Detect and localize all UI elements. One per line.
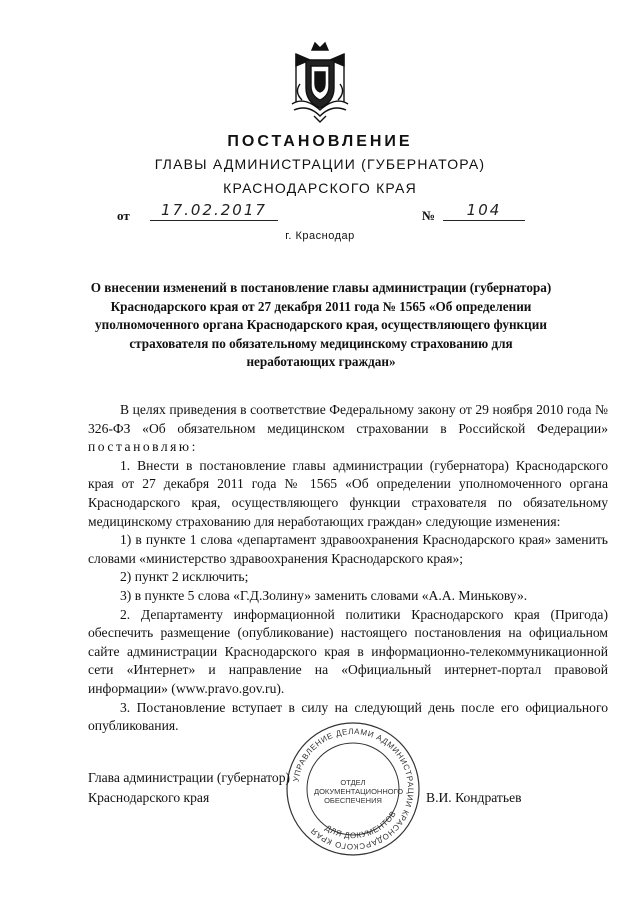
stamp-center-line-2: ДОКУМЕНТАЦИОННОГО xyxy=(314,787,404,796)
preamble-paragraph xyxy=(88,401,608,457)
stamp-center-line-1: ОТДЕЛ xyxy=(340,778,366,787)
document-title: ПОСТАНОВЛЕНИЕ xyxy=(227,133,413,150)
signatory-position-line-2: Краснодарского края xyxy=(88,790,210,805)
clause-1: 1. Внести в постановление главы администрации (губернатора) Краснодарского края от 27 декабря 2011 года № 1565 «Об определении уполномоченного органа Краснодарского края, осуществляющего функции страхователя по обязательному медицинскому страхованию для неработающих граждан» следующие изменения: xyxy=(88,457,608,529)
clause-1-subitem-1: 1) в пункте 1 слова «департамент здравоохранения Краснодарского края» заменить словами «министерство здравоохранения Краснодарского края»; xyxy=(88,532,608,566)
signatory-position xyxy=(88,768,290,808)
stamp-center-line-3: ОБЕСПЕЧЕНИЯ xyxy=(324,796,382,805)
clause-2: 2. Департаменту информационной политики Краснодарского края (Пригода) обеспечить размещение (опубликование) настоящего постановления на официальном сайте администрации Краснодарского края в информационно-телекоммуникационной сети «Интернет» и направление на «Официальный интернет-портал правовой информации» (www.pravo.gov.ru). xyxy=(88,606,608,696)
date-value-handwritten: 17.02.2017 xyxy=(150,201,278,221)
city-label: г. Краснодар xyxy=(285,230,355,242)
document-subject: О внесении изменений в постановление главы администрации (губернатора) Краснодарского края от 27 декабря 2011 года № 1565 «Об определении уполномоченного органа Краснодарского края, осуществляющего функции страхователя по обязательному медицинскому страхованию для неработающих граждан» xyxy=(90,280,552,369)
document-body xyxy=(88,401,608,736)
preamble-text: В целях приведения в соответствие Федеральному закону от 29 ноября 2010 года № 326-ФЗ «Об обязательном медицинском страховании в Российской Федерации» xyxy=(88,402,608,436)
resolve-word: постановляю: xyxy=(88,439,198,455)
clause-1-subitem-3: 3) в пункте 5 слова «Г.Д.Золину» заменить словами «А.А. Минькову». xyxy=(120,587,528,603)
issuer-line-1: ГЛАВЫ АДМИНИСТРАЦИИ (ГУБЕРНАТОРА) xyxy=(154,156,486,172)
stamp-bottom-text: ДЛЯ ДОКУМЕНТОВ xyxy=(323,809,399,841)
coat-of-arms-emblem xyxy=(284,40,356,124)
stamp-center-text xyxy=(314,778,404,805)
date-label: от xyxy=(117,208,130,223)
number-label: № xyxy=(422,208,436,223)
issuer-line-2: КРАСНОДАРСКОГО КРАЯ xyxy=(223,180,417,196)
number-value-handwritten: 104 xyxy=(443,201,525,221)
stamp-ring-text: УПРАВЛЕНИЕ ДЕЛАМИ АДМИНИСТРАЦИИ КРАСНОДАРСКОГО КРАЯ xyxy=(291,726,416,852)
clause-3: 3. Постановление вступает в силу на следующий день после его официального опубликования. xyxy=(88,699,608,734)
signatory-name: В.И. Кондратьев xyxy=(426,790,522,805)
clause-1-subitem-2: 2) пункт 2 исключить; xyxy=(120,569,249,585)
signatory-position-line-1: Глава администрации (губернатор) xyxy=(88,770,291,785)
